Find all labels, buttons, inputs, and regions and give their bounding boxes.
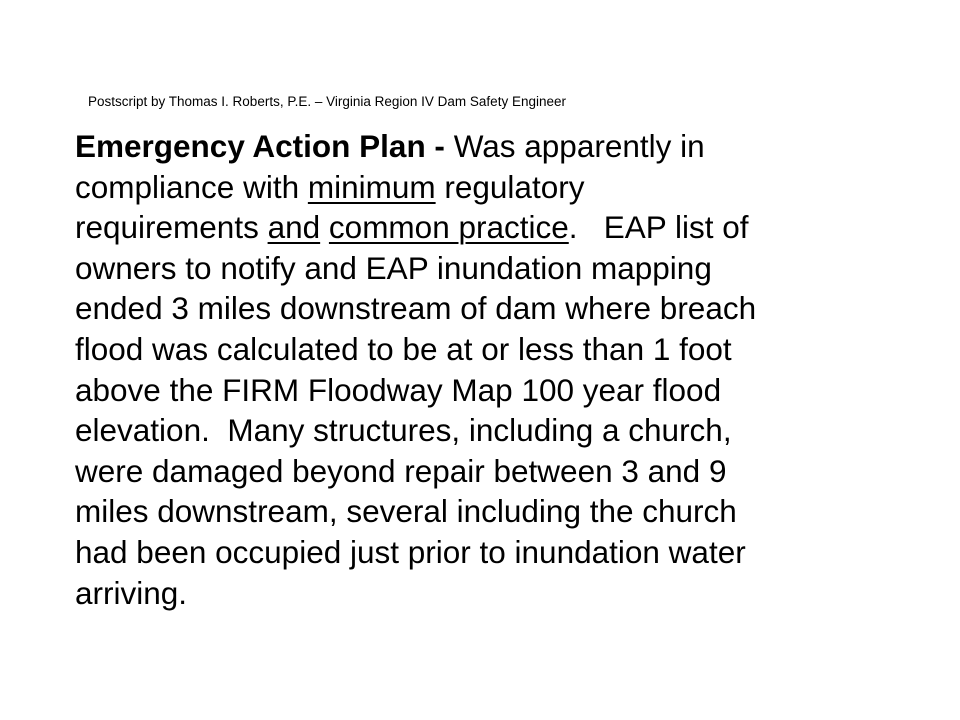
postscript-attribution: Postscript by Thomas I. Roberts, P.E. – Virginia Region IV Dam Safety Engineer <box>88 94 566 109</box>
body-line-2-b: regulatory <box>435 168 585 205</box>
body-line-3 <box>75 207 905 248</box>
body-line-8: elevation. Many structures, including a church, <box>75 412 732 449</box>
body-line-1 <box>75 126 905 167</box>
body-line-3-b: . EAP list of <box>568 209 749 246</box>
body-line-3-space <box>320 209 329 245</box>
body-paragraph <box>75 126 905 613</box>
body-line-12: arriving. <box>75 574 188 611</box>
underlined-minimum: minimum <box>307 168 436 205</box>
body-line-10: miles downstream, several including the church <box>75 493 737 530</box>
body-line-1-rest: Was apparently in <box>444 128 705 164</box>
section-heading: Emergency Action Plan - <box>75 128 445 164</box>
body-line-5: ended 3 miles downstream of dam where breach <box>75 290 757 327</box>
underlined-and: and <box>267 209 321 246</box>
body-line-3-a: requirements <box>75 209 268 246</box>
body-line-2-a: compliance with <box>75 168 308 205</box>
body-line-7: above the FIRM Floodway Map 100 year flood <box>75 371 722 408</box>
underlined-common-practice: common practice <box>328 209 569 246</box>
body-line-9: were damaged beyond repair between 3 and 9 <box>75 452 727 489</box>
body-line-6: flood was calculated to be at or less than 1 foot <box>75 330 732 367</box>
body-line-11: had been occupied just prior to inundation water <box>75 533 746 570</box>
body-line-4: owners to notify and EAP inundation mapping <box>75 249 712 286</box>
body-line-2 <box>75 167 905 208</box>
